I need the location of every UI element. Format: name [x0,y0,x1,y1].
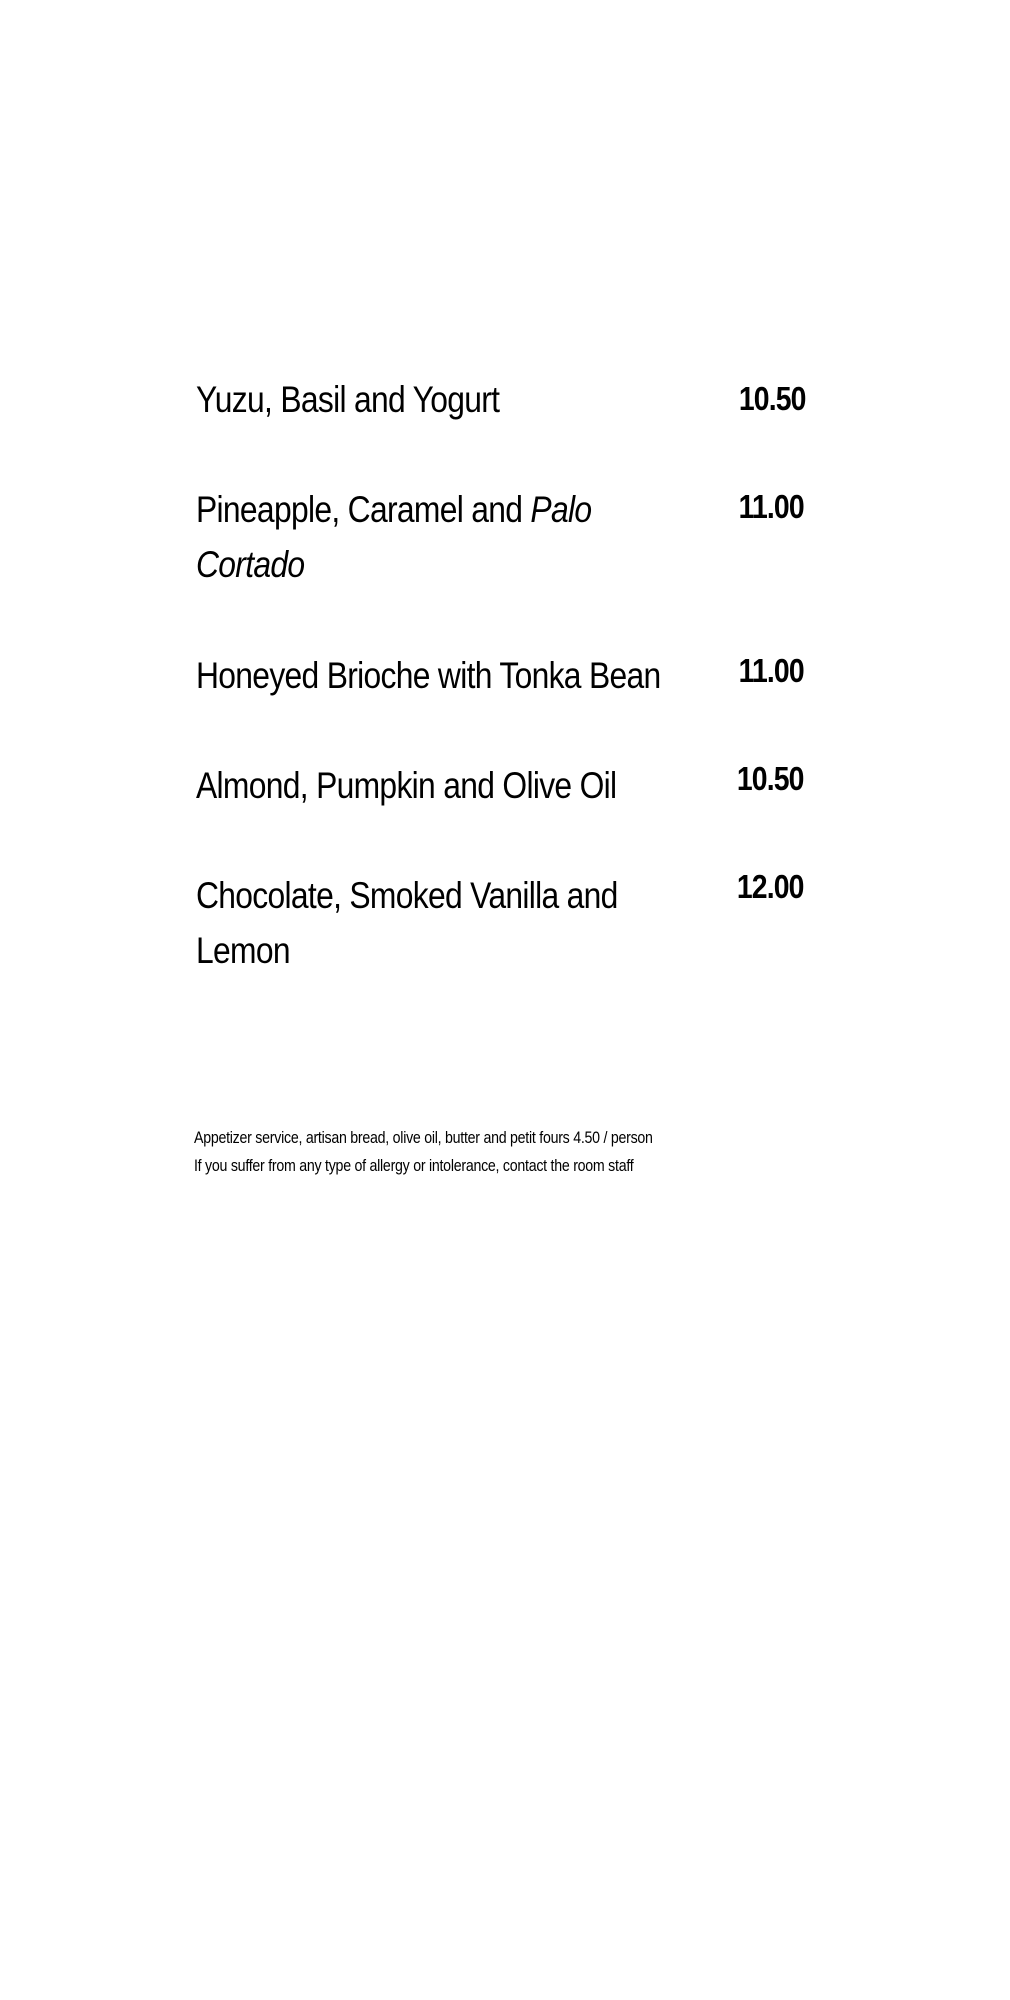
menu-item [196,868,806,998]
menu-item-price: 11.00 [738,488,804,525]
menu-notes [194,1124,754,1180]
menu-item-price: 11.00 [738,652,804,689]
menu-item-name: Pineapple, Caramel and Palo Cortado [196,489,592,585]
menu-item-name: Yuzu, Basil and Yogurt [196,379,500,420]
menu-item [196,758,806,868]
menu-item-price: 10.50 [737,760,804,797]
menu-item [196,648,806,758]
menu-item-price: 10.50 [739,380,806,417]
menu-item-price: 12.00 [737,868,804,905]
menu-item [196,372,806,482]
menu-item-name: Chocolate, Smoked Vanilla and Lemon [196,875,618,971]
menu-item-name: Almond, Pumpkin and Olive Oil [196,765,617,806]
dessert-menu [196,372,806,998]
menu-item [196,482,806,648]
menu-item-name: Honeyed Brioche with Tonka Bean [196,655,661,696]
allergy-note: If you suffer from any type of allergy or intolerance, contact the room staff [194,1157,634,1175]
menu-item-name-italic: Palo Cortado [196,489,592,585]
appetizer-note: Appetizer service, artisan bread, olive oil, butter and petit fours 4.50 / person [194,1129,653,1147]
